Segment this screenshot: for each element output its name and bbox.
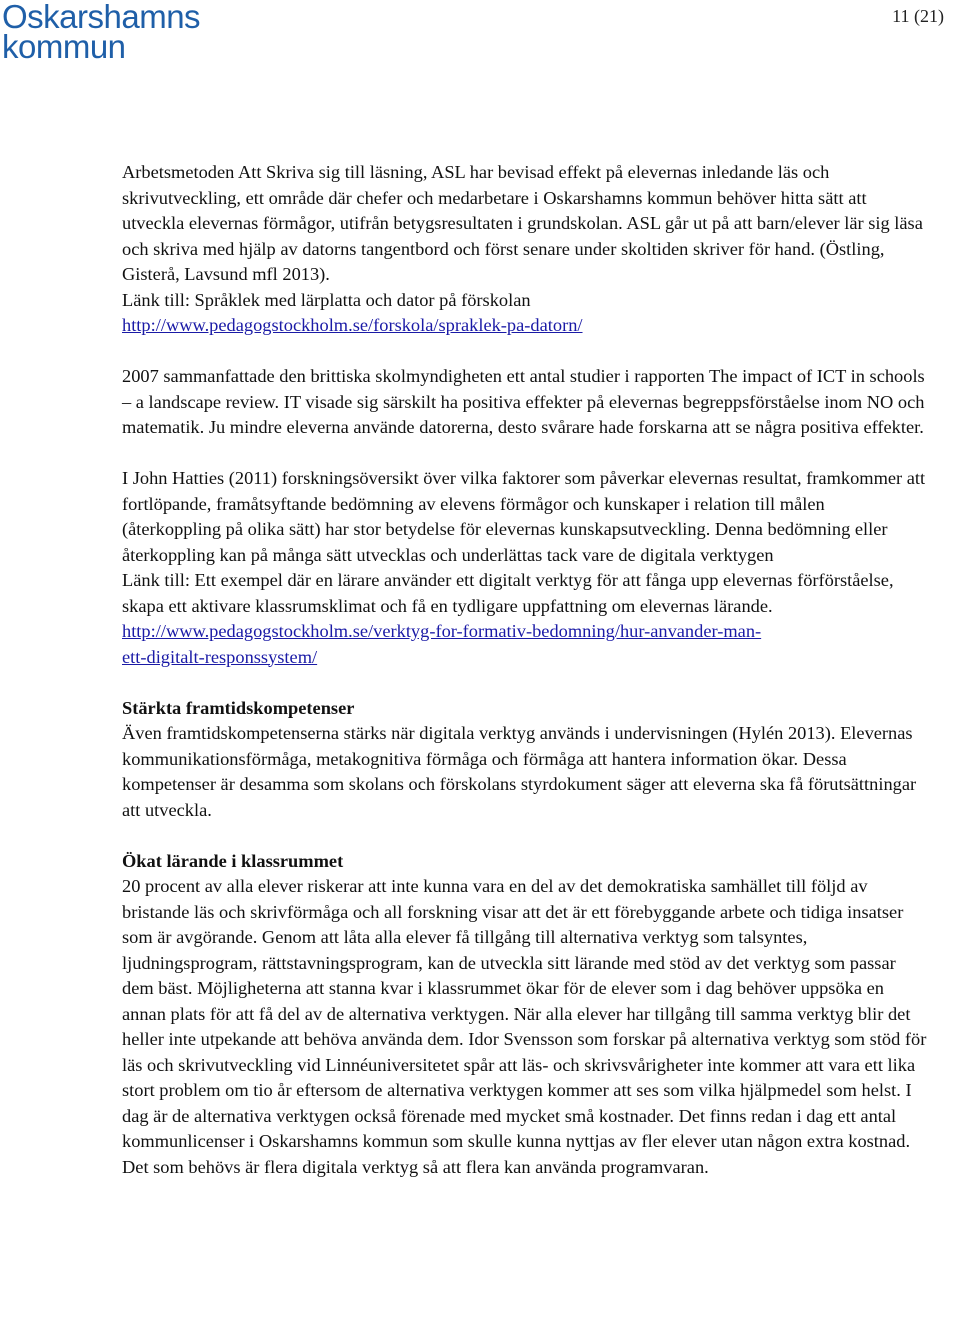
paragraph-ict: 2007 sammanfattade den brittiska skolmyndigheten ett antal studier i rapporten The impact of ICT in schools – a landscape review. IT visade sig särskilt ha positiva effekter på elevernas begreppsförståelse inom NO och matematik. Ju mindre eleverna använde datorerna, desto svårare hade forskarna att se några positiva effekter. <box>122 366 925 437</box>
heading-framtidskompetenser: Stärkta framtidskompetenser <box>122 697 355 718</box>
link-label-spraklek: Länk till: Språklek med lärplatta och dator på förskolan <box>122 289 531 310</box>
paragraph-okat-larande: 20 procent av alla elever riskerar att inte kunna vara en del av det demokratiska samhället till följd av bristande läs och skrivförmåga och all forskning visar att det är ett förebyggande arbete och tidiga insatser som är avgörande. Genom att låta alla elever få tillgång till alternativa verktyg som talsyntes, ljudningsprogram, rättstavningsprogram, kan de utveckla sitt lärande med stöd av det verktyg som passar dem bäst. Möjligheterna att stanna kvar i klassrummet ökar för de elever som i dag behöver uppsöka en annan plats för att få del av de alternativa verktygen. När alla elever har tillgång till samma verktyg blir det heller inte utpekande att behöva använda dem. Idor Svensson som forskar på alternativa verktyg som stöd för läs och skrivutveckling vid Linnéuniversitetet spår att läs- och skrivsvårigheter inte kommer att vara ett lika stort problem om tio år eftersom de alternativa verktygen kommer att ses som vilka hjälpmedel som helst. I dag är de alternativa verktygen också förenade med mycket små kostnader. Det finns redan i dag ett antal kommunlicenser i Oskarshamns kommun som skulle kunna nyttjas av fler elever utan någon extra kostnad. Det som behövs är flera digitala verktyg så att flera kan använda programvaran. <box>122 876 927 1177</box>
paragraph-framtidskompetenser: Även framtidskompetenserna stärks när digitala verktyg används i undervisningen (Hylén 2013). Elevernas kommunikationsförmåga, metakognitiva förmåga och förmåga att hantera information ökar. Dessa kompetenser är desamma som skolans och förskolans styrdokument säger att eleverna ska få förutsättningar att utveckla. <box>122 723 917 820</box>
document-body <box>122 160 927 1180</box>
link-responssystem-part2[interactable]: ett-digitalt-responssystem/ <box>122 646 318 667</box>
link-spraklek[interactable]: http://www.pedagogstockholm.se/forskola/spraklek-pa-datorn/ <box>122 315 583 335</box>
paragraph-asl: Arbetsmetoden Att Skriva sig till läsning, ASL har bevisad effekt på elevernas inledande läs och skrivutveckling, ett område där chefer och medarbetare i Oskarshamns kommun behöver hitta sätt att utveckla elevernas förmågor, utifrån betygsresultaten i grundskolan. ASL går ut på att barn/elever lär sig läsa och skriva med hjälp av datorns tangentbord och först senare under skoltiden skriver för hand. (Östling, Gisterå, Lavsund mfl 2013). <box>122 162 923 284</box>
link-row-responssystem <box>122 619 927 670</box>
logo-line-1: Oskarshamns <box>2 0 201 35</box>
municipality-logo <box>2 0 201 65</box>
heading-okat-larande: Ökat lärande i klassrummet <box>122 850 344 871</box>
link-label-responssystem: Länk till: Ett exempel där en lärare använder ett digitalt verktyg för att fånga upp elevernas förförståelse, skapa ett aktivare klassrumsklimat och få en tydligare uppfattning om elevernas lärande. <box>122 570 894 616</box>
logo-line-2: kommun <box>2 28 126 65</box>
page-number: 11 (21) <box>892 6 944 26</box>
paragraph-hattie: I John Hatties (2011) forskningsöversikt över vilka faktorer som påverkar elevernas resultat, framkommer att fortlöpande, framåtsyftande bedömning av elevens förmågor och kunskaper i relation till målen (återkoppling på olika sätt) har stor betydelse för elevernas kunskapsutveckling. Denna bedömning eller återkoppling kan på många sätt utvecklas och underlättas tack vare de digitala verktygen <box>122 468 926 565</box>
link-responssystem-part1[interactable]: http://www.pedagogstockholm.se/verktyg-for-formativ-bedomning/hur-anvander-man- <box>122 621 762 641</box>
link-row-spraklek <box>122 313 927 339</box>
